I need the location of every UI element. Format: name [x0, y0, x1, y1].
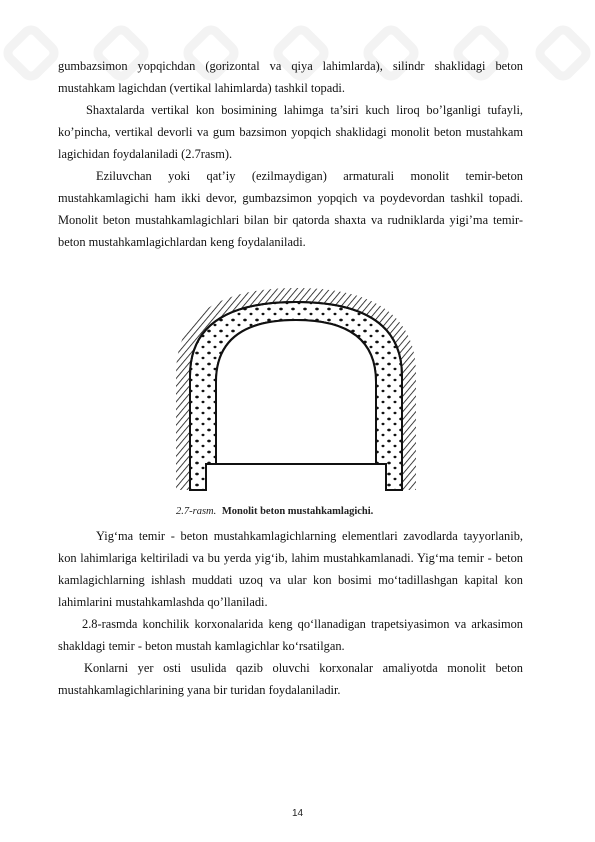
paragraph: Konlarni yer osti usulida qazib oluvchi korxonalar amaliyotda monolit beton mustahkamlagichlarining yana bir turidan foydalaniladir. [58, 661, 523, 697]
watermark-shape [0, 20, 64, 85]
figure-caption [176, 506, 373, 517]
paragraph: Yig‘ma temir - beton mustahkamlagichlarning elementlari zavodlarda tayyorlanib, kon lahimlariga keltiriladi va bu yerda yig‘ib, lahim mustahkamlanadi. Yig‘ma temir - beton kamlagichlarning ishlash muddati uzoq va ular kon bosimi mo‘tadillashgan kapital kon lahimlarini mustahkamlashda qo’llaniladi. [58, 529, 523, 609]
paragraph: Eziluvchan yoki qat’iy (ezilmaydigan) armaturali monolit temir-beton mustahkamlagichi ham ikki devor, gumbazsimon yopqich va poydevordan tashkil topadi. Monolit beton mustahkamlagichlari bilan bir qatorda shaxta va rudniklarda yigi’ma temir-beton mustahkamlagichlardan keng foydalaniladi. [58, 169, 523, 249]
paragraph: Shaxtalarda vertikal kon bosimining lahimga ta’siri kuch liroq bo’lganligi tufayli, ko’pincha, vertikal devorli va gum bazsimon yopqich shaklidagi monolit beton mustahkam lagichidan foydalaniladi (2.7rasm). [58, 103, 523, 161]
watermark-shape [530, 20, 595, 85]
paragraph: 2.8-rasmda konchilik korxonalarida keng qo‘llanadigan trapetsiyasimon va arkasimon shakldagi temir - beton mustah kamlagichlar ko‘rsatilgan. [58, 617, 523, 653]
monolith-lining-figure [170, 284, 422, 496]
body-text-top [58, 55, 523, 253]
figure-number: 2.7-rasm. [176, 506, 217, 517]
figure-title: Monolit beton mustahkamlagichi. [221, 506, 374, 517]
paragraph: gumbazsimon yopqichdan (gorizontal va qiya lahimlarda), silindr shaklidagi beton mustahkam lagichdan (vertikal lahimlarda) tashkil topadi. [58, 59, 523, 95]
page-number: 14 [291, 808, 304, 819]
body-text-bottom [58, 525, 523, 701]
